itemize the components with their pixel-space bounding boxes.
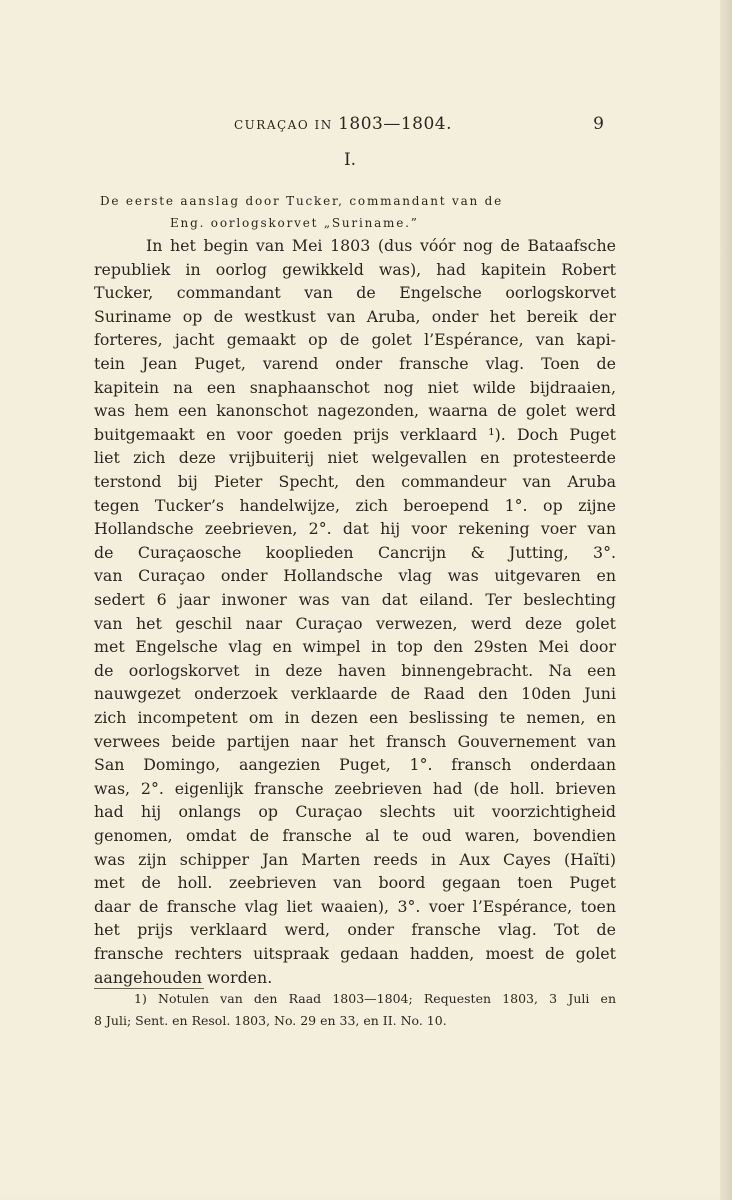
body-line: fransche rechters uitspraak gedaan hadden, moest de golet	[94, 944, 616, 963]
body-line: liet zich deze vrijbuiterij niet welgevallen en protesteerde	[94, 448, 616, 468]
running-title	[234, 114, 452, 134]
body-line: San Domingo, aangezien Puget, 1°. fransch onderdaan	[94, 755, 616, 775]
body-line: was hem een kanonschot nagezonden, waarna de golet werd	[94, 401, 616, 421]
body-line: had hij onlangs op Curaçao slechts uit voorzichtigheid	[94, 802, 616, 822]
footnote-line-1: 1) Notulen van den Raad 1803—1804; Requesten 1803, 3 Juli en	[134, 991, 616, 1006]
page-edge	[720, 0, 732, 1200]
running-title-years: 1803—1804.	[338, 114, 452, 134]
body-line: het prijs verklaard werd, onder fransche vlag. Tot de	[94, 920, 616, 940]
page-number: 9	[593, 114, 604, 134]
section-heading-line-2: Eng. oorlogskorvet „Suriname.”	[170, 216, 419, 230]
body-line: genomen, omdat de fransche al te oud waren, bovendien	[94, 826, 616, 845]
body-line: tegen Tucker’s handelwijze, zich beroepend 1°. op zijne	[94, 495, 616, 515]
body-line: van het geschil naar Curaçao verwezen, werd deze golet	[94, 613, 616, 633]
body-line: van Curaçao onder Hollandsche vlag was uitgevaren en	[94, 566, 616, 586]
body-line: de oorlogskorvet in deze haven binnengebracht. Na een	[94, 660, 616, 680]
body-line: Tucker, commandant van de Engelsche oorlogskorvet	[94, 283, 616, 303]
body-line: forteres, jacht gemaakt op de golet l’Espérance, van kapi-	[94, 330, 616, 350]
section-number: I.	[343, 150, 357, 170]
body-line: republiek in oorlog gewikkeld was), had kapitein Robert	[94, 259, 616, 279]
body-line: terstond bij Pieter Specht, den commandeur van Aruba	[94, 472, 616, 491]
body-line: verwees beide partijen naar het fransch Gouvernement van	[94, 731, 616, 751]
body-line: buitgemaakt en voor goeden prijs verklaard ¹). Doch Puget	[94, 424, 616, 444]
body-line: daar de fransche vlag liet waaien), 3°. voer l’Espérance, toen	[94, 896, 616, 916]
body-line: sedert 6 jaar inwoner was van dat eiland. Ter beslechting	[94, 590, 616, 609]
footnote-line-2: 8 Juli; Sent. en Resol. 1803, No. 29 en 33, en II. No. 10.	[94, 1013, 447, 1028]
body-line: tein Jean Puget, varend onder fransche vlag. Toen de	[94, 354, 616, 373]
running-header	[94, 114, 610, 138]
running-title-prefix: CURAÇAO IN	[234, 118, 339, 132]
body-line: was zijn schipper Jan Marten reeds in Aux Cayes (Haïti)	[94, 849, 616, 869]
body-line: kapitein na een snaphaanschot nog niet wilde bijdraaien,	[94, 377, 616, 397]
body-line: aangehouden worden.	[94, 967, 273, 987]
section-heading-line-1: De eerste aanslag door Tucker, commandant van de	[100, 194, 504, 208]
body-line: de Curaçaosche kooplieden Cancrijn & Jutting, 3°.	[94, 542, 616, 562]
body-line: nauwgezet onderzoek verklaarde de Raad den 10den Juni	[94, 684, 616, 704]
body-line: Suriname op de westkust van Aruba, onder het bereik der	[94, 306, 616, 326]
body-line: met Engelsche vlag en wimpel in top den 29sten Mei door	[94, 637, 616, 657]
footnote-rule	[94, 988, 204, 989]
body-line: was, 2°. eigenlijk fransche zeebrieven had (de holl. brieven	[94, 778, 616, 798]
body-line: zich incompetent om in dezen een beslissing te nemen, en	[94, 708, 616, 727]
body-line: Hollandsche zeebrieven, 2°. dat hij voor rekening voer van	[94, 519, 616, 539]
body-line: met de holl. zeebrieven van boord gegaan toen Puget	[94, 873, 616, 893]
body-line: In het begin van Mei 1803 (dus vóór nog de Bataafsche	[146, 236, 616, 255]
